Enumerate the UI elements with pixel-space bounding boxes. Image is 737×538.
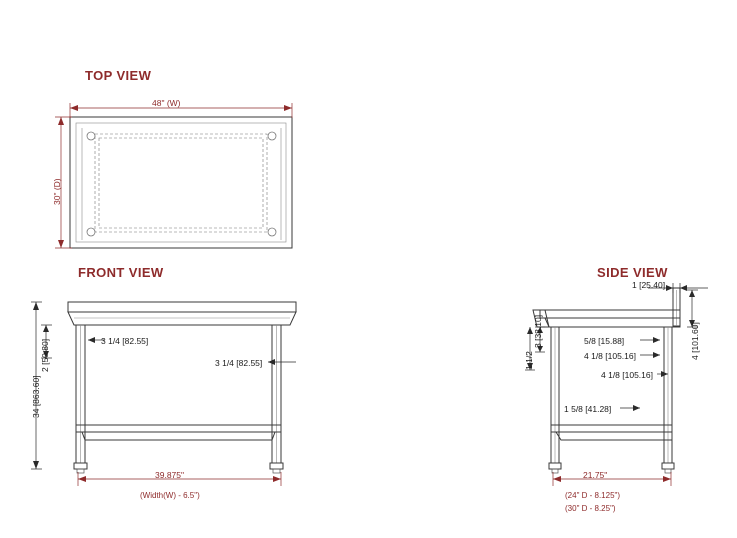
side-dim-c: 4 1/8 [105.16] — [601, 370, 653, 380]
side-bottom-width-dim: 21.75" — [583, 470, 608, 480]
front-apron-left-dim: 3 1/4 [82.55] — [101, 336, 149, 346]
top-view-depth-dim: 30" (D) — [52, 178, 62, 205]
front-bottom-width-dim: 39.875" — [155, 470, 185, 480]
top-view-title: TOP VIEW — [85, 68, 152, 83]
side-note-30: (30" D - 8.25") — [565, 504, 616, 513]
front-overall-height-dim: 34 [863.60] — [31, 375, 41, 418]
front-bottom-width-note: (Width(W) - 6.5") — [140, 491, 200, 500]
front-apron-right-dim: 3 1/4 [82.55] — [215, 358, 263, 368]
front-view-title: FRONT VIEW — [78, 265, 164, 280]
side-backsplash-height-dim: 4 [101.60] — [690, 322, 700, 360]
side-left-a-dim: 3 [38.10] — [533, 314, 543, 348]
side-view-title: SIDE VIEW — [597, 265, 668, 280]
side-dim-a: 5/8 [15.88] — [584, 336, 625, 346]
front-top-thickness-dim: 2 [50.80] — [40, 338, 50, 372]
side-backsplash-top-dim: 1 [25.40] — [632, 280, 666, 290]
top-view-width-dim: 48" (W) — [152, 98, 181, 108]
side-dim-d: 1 5/8 [41.28] — [564, 404, 612, 414]
side-dim-b: 4 1/8 [105.16] — [584, 351, 636, 361]
side-note-24: (24" D - 8.125") — [565, 491, 621, 500]
side-left-b-dim: 1 1/2 — [524, 351, 534, 370]
